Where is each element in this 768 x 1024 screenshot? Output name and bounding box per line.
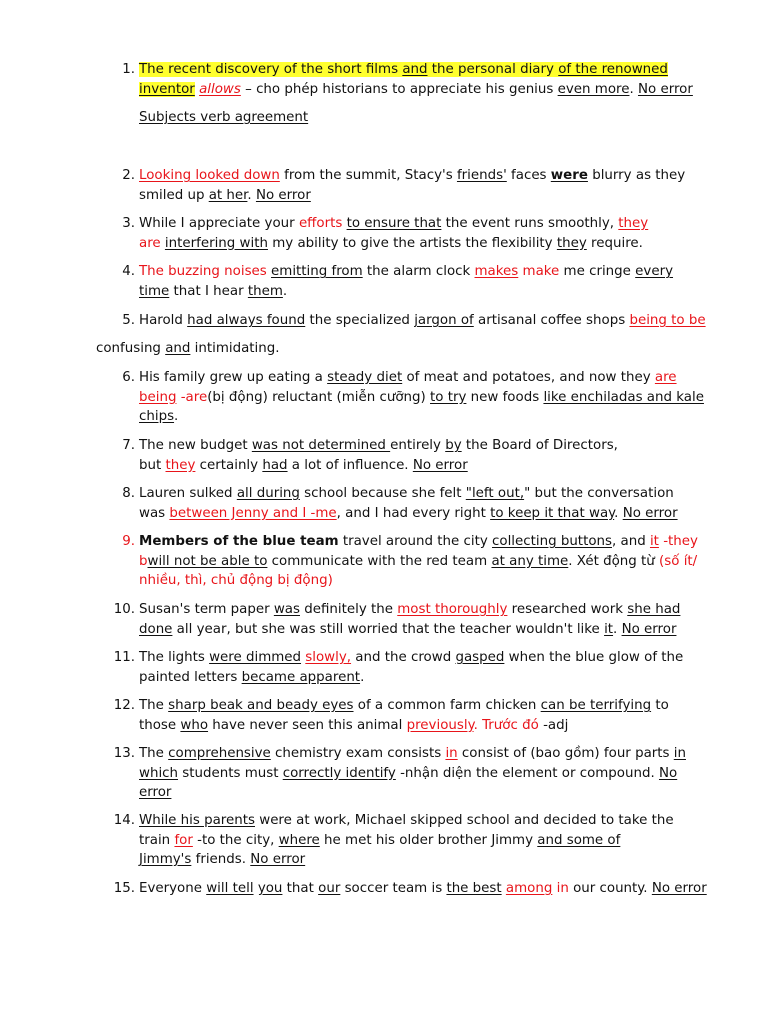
question-number: 7.: [122, 438, 135, 453]
question-number: 9.: [122, 534, 135, 549]
question-number: 14.: [113, 813, 135, 828]
question-number: 3.: [122, 216, 135, 231]
question-10: 10. Susan's term paper was definitely the most thoroughly researched work she had done all year, but she was still worried that the teacher wouldn't like it. No error: [139, 600, 679, 639]
question-number: 2.: [122, 168, 135, 183]
question-number: 10.: [113, 602, 135, 617]
question-6: 6. His family grew up eating a steady diet of meat and potatoes, and now they are being -are(bị động) reluctant (miễn cưỡng) to try new foods like enchiladas and kale chips.: [139, 368, 679, 427]
question-number: 5.: [122, 313, 135, 328]
question-number: 4.: [122, 264, 135, 279]
question-12: 12. The sharp beak and beady eyes of a common farm chicken can be terrifying to those who have never seen this animal previously. Trước đó -adj: [139, 696, 679, 735]
question-3: 3. While I appreciate your efforts to ensure that the event runs smoothly, they are interfering with my ability to give the artists the flexibility they require.: [139, 214, 679, 253]
question-number: 1.: [122, 62, 135, 77]
question-number: 11.: [113, 650, 135, 665]
question-number: 6.: [122, 370, 135, 385]
question-5: 5. Harold had always found the specialized jargon of artisanal coffee shops being to be: [139, 311, 679, 331]
question-8: 8. Lauren sulked all during school because she felt "left out," but the conversation was between Jenny and I -me, and I had every right to keep it that way. No error: [139, 484, 679, 523]
question-number: 15.: [113, 881, 135, 896]
highlight: The recent discovery of the short films and the personal diary of the renowned: [139, 62, 668, 77]
question-14: 14. While his parents were at work, Michael skipped school and decided to take the train for -to the city, where he met his older brother Jimmy and some of Jimmy's friends. No error: [139, 811, 679, 870]
question-11: 11. The lights were dimmed slowly, and the crowd gasped when the blue glow of the painted letters became apparent.: [139, 648, 679, 687]
question-number: 12.: [113, 698, 135, 713]
question-5-continuation: confusing and intimidating.: [96, 341, 280, 356]
question-7: 7. The new budget was not determined entirely by the Board of Directors, but they certainly had a lot of influence. No error: [139, 436, 679, 475]
question-number: 13.: [113, 746, 135, 761]
question-2: 2. Looking looked down from the summit, Stacy's friends' faces were blurry as they smiled up at her. No error: [139, 166, 679, 205]
question-1-note: Subjects verb agreement: [139, 110, 309, 125]
question-number: 8.: [122, 486, 135, 501]
question-13: 13. The comprehensive chemistry exam consists in consist of (bao gồm) four parts in which students must correctly identify -nhận diện the element or compound. No error: [139, 744, 679, 803]
question-4: 4. The buzzing noises emitting from the alarm clock makes make me cringe every time that I hear them.: [139, 262, 679, 301]
question-1: 1. The recent discovery of the short films and the personal diary of the renowned inventor allows – cho phép historians to appreciate his genius even more. No error: [139, 60, 679, 99]
question-9: 9. Members of the blue team travel around the city collecting buttons, and it -they bwill not be able to communicate with the red team at any time. Xét động từ (số ít/ nhiều, thì, chủ động bị động): [139, 532, 679, 591]
question-15: 15. Everyone will tell you that our soccer team is the best among in our county. No error: [139, 879, 679, 899]
